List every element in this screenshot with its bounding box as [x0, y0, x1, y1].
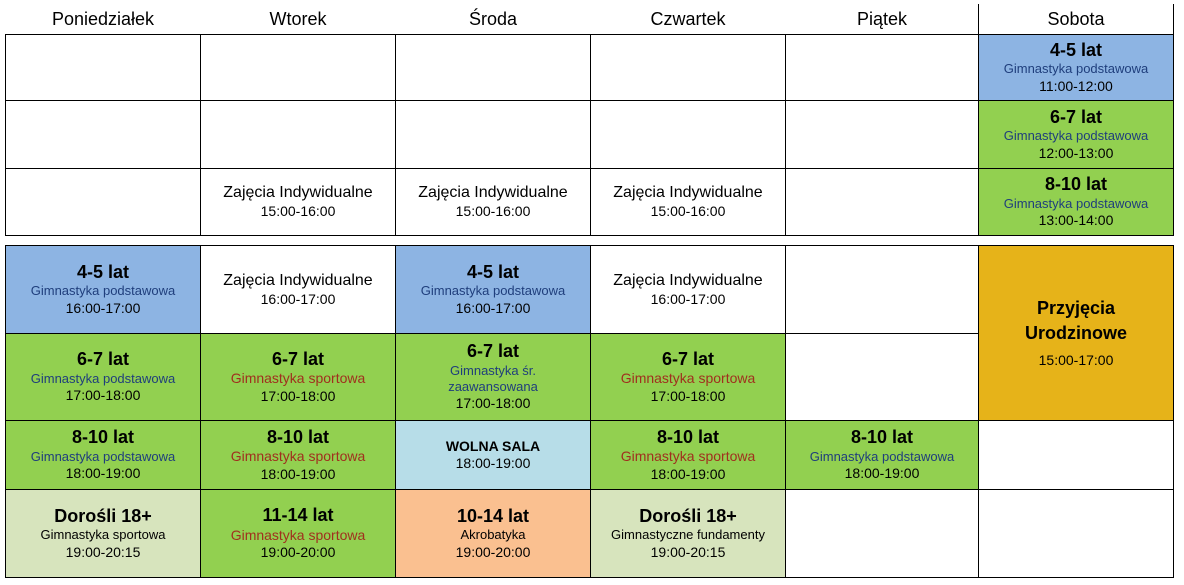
class-cell	[5, 420, 201, 490]
class-cell	[590, 489, 786, 578]
age-group: 6-7 lat	[1049, 106, 1103, 127]
empty-cell	[978, 489, 1174, 578]
age-group: 4-5 lat	[466, 261, 520, 282]
class-name: Gimnastyka podstawowa	[1003, 61, 1149, 77]
class-time: 19:00-20:15	[65, 543, 141, 560]
class-cell	[5, 489, 201, 578]
class-name: Gimnastyczne fundamenty	[611, 527, 765, 543]
empty-cell	[5, 34, 201, 101]
class-time: 18:00-19:00	[650, 465, 726, 482]
empty-cell	[785, 100, 979, 169]
class-name: Gimnastyka podstawowa	[1003, 128, 1149, 144]
age-group: 6-7 lat	[271, 348, 325, 369]
class-time: 18:00-19:00	[65, 465, 141, 482]
empty-cell	[5, 168, 201, 236]
class-time: 15:00-16:00	[260, 203, 336, 220]
class-name: Gimnastyka sportowa	[620, 448, 756, 465]
empty-cell	[200, 34, 396, 101]
empty-cell	[785, 245, 979, 334]
class-name: Zajęcia Indywidualne	[613, 271, 763, 289]
age-group: Dorośli 18+	[54, 505, 152, 526]
class-cell	[590, 168, 786, 236]
age-group: 6-7 lat	[76, 349, 130, 370]
class-time: 17:00-18:00	[260, 387, 336, 404]
age-group: 8-10 lat	[656, 426, 720, 447]
empty-cell	[978, 420, 1174, 490]
class-cell	[200, 420, 396, 490]
class-cell	[5, 333, 201, 421]
class-time: 11:00-12:00	[1039, 77, 1113, 94]
class-name: Gimnastyka sportowa	[230, 448, 366, 465]
class-time: 15:00-16:00	[455, 203, 531, 220]
class-name: Akrobatyka	[460, 527, 526, 543]
class-name: Gimnastyka podstawowa	[420, 283, 566, 299]
class-cell	[785, 420, 979, 490]
day-label: Wtorek	[269, 8, 327, 29]
empty-cell	[5, 100, 201, 169]
class-name: Zajęcia Indywidualne	[418, 184, 568, 202]
class-cell	[590, 420, 786, 490]
class-name: Gimnastyka podstawowa	[809, 448, 955, 464]
class-cell	[590, 245, 786, 334]
class-time: 18:00-19:00	[455, 455, 531, 471]
class-cell	[978, 168, 1174, 236]
class-name: Zajęcia Indywidualne	[223, 184, 373, 202]
event-name: Przyjęcia Urodzinowe	[1025, 298, 1127, 344]
header-wednesday	[395, 4, 591, 35]
class-name: Gimnastyka sportowa	[40, 527, 166, 543]
empty-cell	[200, 100, 396, 169]
class-cell	[978, 34, 1174, 101]
class-name: Gimnastyka śr. zaawansowana	[448, 362, 538, 395]
class-time: 17:00-18:00	[455, 395, 531, 412]
age-group: 6-7 lat	[661, 348, 715, 369]
class-time: 16:00-17:00	[65, 299, 141, 316]
class-time: 15:00-16:00	[650, 203, 726, 220]
age-group: 8-10 lat	[850, 427, 914, 448]
class-time: 18:00-19:00	[844, 465, 920, 482]
empty-cell	[395, 100, 591, 169]
header-monday	[5, 4, 201, 35]
class-cell	[395, 420, 591, 490]
day-label: Poniedziałek	[51, 8, 155, 29]
age-group: Dorośli 18+	[639, 505, 737, 526]
age-group: 8-10 lat	[71, 427, 135, 448]
empty-cell	[785, 489, 979, 578]
class-name: Gimnastyka sportowa	[230, 370, 366, 387]
age-group: 4-5 lat	[76, 261, 130, 282]
empty-cell	[395, 34, 591, 101]
class-time: 19:00-20:15	[650, 543, 726, 560]
empty-cell	[590, 34, 786, 101]
age-group: 8-10 lat	[266, 426, 330, 447]
day-label: Sobota	[1047, 8, 1105, 29]
class-cell	[200, 489, 396, 578]
class-cell	[5, 245, 201, 334]
class-name: Gimnastyka sportowa	[230, 526, 366, 543]
class-name: Gimnastyka podstawowa	[1003, 195, 1149, 211]
class-name: WOLNA SALA	[445, 437, 541, 454]
class-time: 12:00-13:00	[1038, 144, 1114, 161]
class-cell	[590, 333, 786, 421]
age-group: 8-10 lat	[1044, 174, 1108, 195]
class-name: Gimnastyka sportowa	[620, 370, 756, 387]
header-friday	[785, 4, 979, 35]
class-name: Gimnastyka podstawowa	[30, 370, 176, 386]
header-thursday	[590, 4, 786, 35]
class-time: 17:00-18:00	[650, 387, 726, 404]
class-cell	[395, 245, 591, 334]
class-time: 16:00-17:00	[455, 299, 531, 316]
day-label: Czwartek	[650, 8, 726, 29]
class-name: Zajęcia Indywidualne	[223, 271, 373, 289]
class-name: Zajęcia Indywidualne	[613, 184, 763, 202]
class-time: 16:00-17:00	[260, 290, 336, 307]
class-cell	[200, 333, 396, 421]
class-time: 15:00-17:00	[1038, 352, 1114, 369]
age-group: 10-14 lat	[456, 505, 530, 526]
class-time: 13:00-14:00	[1038, 212, 1114, 229]
class-name: Gimnastyka podstawowa	[30, 283, 176, 299]
class-time: 19:00-20:00	[260, 544, 336, 561]
class-cell	[200, 245, 396, 334]
header-saturday	[978, 4, 1174, 35]
class-cell	[395, 489, 591, 578]
class-time: 16:00-17:00	[650, 290, 726, 307]
class-time: 19:00-20:00	[455, 543, 531, 560]
class-cell	[395, 333, 591, 421]
age-group: 11-14 lat	[262, 505, 334, 526]
empty-cell	[785, 168, 979, 236]
class-cell	[978, 100, 1174, 169]
age-group: 6-7 lat	[466, 341, 520, 362]
age-group: 4-5 lat	[1049, 39, 1103, 60]
day-label: Piątek	[856, 8, 908, 29]
class-cell	[200, 168, 396, 236]
class-time: 17:00-18:00	[65, 387, 141, 404]
empty-cell	[590, 100, 786, 169]
empty-cell	[785, 34, 979, 101]
class-cell	[978, 245, 1174, 421]
class-cell	[395, 168, 591, 236]
class-name: Gimnastyka podstawowa	[30, 448, 176, 464]
header-tuesday	[200, 4, 396, 35]
day-label: Środa	[468, 8, 518, 29]
class-time: 18:00-19:00	[260, 465, 336, 482]
empty-cell	[785, 333, 979, 421]
